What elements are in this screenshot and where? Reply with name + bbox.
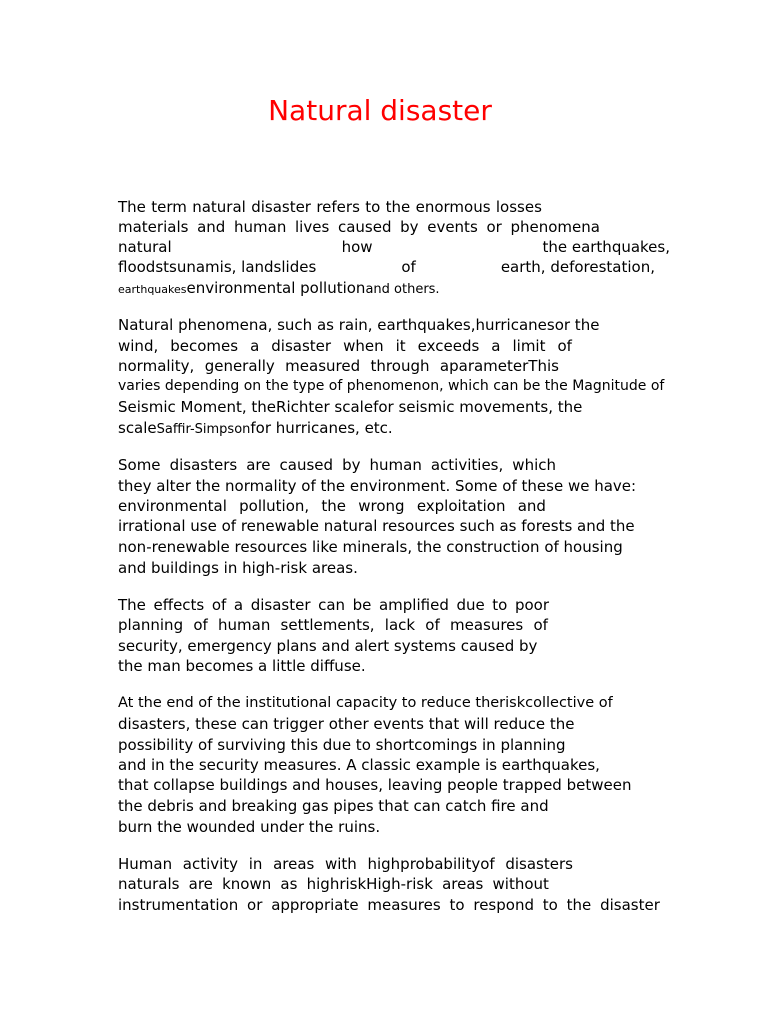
word: are: [188, 875, 213, 893]
text-line: [118, 336, 572, 356]
word: natural: [192, 198, 246, 216]
text-line: and in the security measures. A classic example is earthquakes,: [118, 756, 600, 774]
word: materials: [118, 218, 189, 236]
word: activities,: [430, 456, 504, 474]
text-part: of: [401, 258, 416, 276]
word: known: [222, 875, 272, 893]
word: by: [400, 218, 419, 236]
text-line: security, emergency plans and alert systems caused by: [118, 637, 538, 655]
text-line: [118, 278, 440, 298]
word: The: [118, 596, 146, 614]
text-line: [118, 595, 549, 615]
word: wind,: [118, 337, 159, 355]
word: poor: [514, 596, 549, 614]
text-line: they alter the normality of the environment. Some of these we have:: [118, 477, 637, 495]
word: Human: [118, 855, 173, 873]
text-line: [118, 237, 670, 257]
text-line: [118, 895, 660, 915]
text-part: Saffir-Simpson: [156, 422, 251, 437]
text-line: [118, 217, 600, 237]
word: highriskHigh-risk: [306, 875, 433, 893]
word: becomes: [170, 337, 239, 355]
word: through: [370, 357, 430, 375]
word: disasters: [169, 456, 238, 474]
text-line: and buildings in high-risk areas.: [118, 559, 358, 577]
text-part: environmental pollution: [186, 279, 366, 297]
word: of: [211, 596, 227, 614]
word: measures: [449, 616, 524, 634]
text-line: [118, 874, 549, 894]
word: term: [151, 198, 187, 216]
word: the: [321, 497, 347, 515]
word: be: [352, 596, 372, 614]
word: losses: [495, 198, 542, 216]
text-line: [118, 418, 393, 438]
word: exploitation: [416, 497, 506, 515]
word: in: [248, 855, 263, 873]
word: to: [542, 896, 558, 914]
word: human: [234, 218, 287, 236]
text-line: Natural phenomena, such as rain, earthquakes,hurricanesor the: [118, 316, 600, 334]
word: are: [246, 456, 271, 474]
word: pollution,: [239, 497, 310, 515]
word: the: [385, 198, 411, 216]
text-part: scale: [118, 419, 157, 437]
word: without: [492, 875, 549, 893]
word: when: [343, 337, 384, 355]
text-line: [118, 455, 556, 475]
word: planning: [118, 616, 184, 634]
word: appropriate: [271, 896, 359, 914]
text-line: [118, 356, 559, 376]
text-line: [118, 854, 573, 874]
word: the: [566, 896, 592, 914]
text-part: for hurricanes, etc.: [250, 419, 393, 437]
word: instrumentation: [118, 896, 239, 914]
word: activity: [182, 855, 239, 873]
word: with: [324, 855, 357, 873]
word: to: [449, 896, 465, 914]
word: of: [533, 616, 548, 634]
word: caused: [279, 456, 334, 474]
text-part: how: [341, 238, 373, 256]
word: areas: [442, 875, 484, 893]
word: disaster: [600, 896, 660, 914]
word: or: [247, 896, 263, 914]
word: to: [365, 198, 381, 216]
word: a: [233, 596, 244, 614]
text-line: irrational use of renewable natural resources such as forests and the: [118, 517, 635, 535]
word: disaster: [250, 596, 311, 614]
word: lives: [295, 218, 330, 236]
word: of: [193, 616, 208, 634]
word: or: [486, 218, 502, 236]
text-part: natural: [118, 238, 172, 256]
page-title: Natural disaster: [268, 94, 492, 127]
word: a: [491, 337, 501, 355]
text-line: [118, 257, 655, 277]
word: and: [197, 218, 226, 236]
word: disasters: [505, 855, 573, 873]
word: The: [118, 198, 146, 216]
word: enormous: [415, 198, 491, 216]
text-line: varies depending on the type of phenomenon, which can be the Magnitude of: [118, 378, 665, 394]
word: to: [492, 596, 508, 614]
text-line: non-renewable resources like minerals, the construction of housing: [118, 538, 623, 556]
text-line: [118, 197, 542, 217]
text-line: disasters, these can trigger other events that will reduce the: [118, 715, 575, 733]
text-part: the earthquakes,: [542, 238, 670, 256]
word: areas: [273, 855, 315, 873]
word: settlements,: [280, 616, 375, 634]
text-part: floodstsunamis, landslides: [118, 258, 317, 276]
word: caused: [337, 218, 392, 236]
text-part: earth, deforestation,: [500, 258, 655, 276]
word: human: [369, 456, 422, 474]
text-part: and others.: [365, 282, 440, 297]
word: of: [557, 337, 572, 355]
word: disaster: [251, 198, 311, 216]
word: lack: [384, 616, 416, 634]
word: refers: [316, 198, 360, 216]
word: effects: [153, 596, 205, 614]
word: phenomena: [510, 218, 600, 236]
word: events: [427, 218, 478, 236]
text-line: the man becomes a little diffuse.: [118, 657, 366, 675]
text-line: that collapse buildings and houses, leaving people trapped between: [118, 776, 632, 794]
text-part: earthquakes: [118, 283, 187, 296]
word: a: [250, 337, 260, 355]
word: respond: [473, 896, 534, 914]
word: highprobabilityof: [367, 855, 495, 873]
word: and: [517, 497, 546, 515]
word: can: [318, 596, 346, 614]
text-line: [118, 496, 546, 516]
text-line: At the end of the institutional capacity to reduce theriskcollective of: [118, 695, 613, 711]
word: Some: [118, 456, 161, 474]
word: exceeds: [417, 337, 480, 355]
word: limit: [512, 337, 546, 355]
word: amplified: [378, 596, 449, 614]
word: as: [280, 875, 298, 893]
text-line: [118, 615, 548, 635]
word: due: [456, 596, 485, 614]
word: measured: [285, 357, 361, 375]
word: measures: [367, 896, 441, 914]
word: of: [425, 616, 440, 634]
text-line: possibility of surviving this due to shortcomings in planning: [118, 736, 566, 754]
word: environmental: [118, 497, 227, 515]
word: naturals: [118, 875, 180, 893]
word: normality,: [118, 357, 195, 375]
word: human: [218, 616, 271, 634]
text-line: Seismic Moment, theRichter scalefor seismic movements, the: [118, 398, 583, 416]
word: it: [395, 337, 406, 355]
word: disaster: [271, 337, 332, 355]
word: by: [342, 456, 361, 474]
word: which: [512, 456, 556, 474]
text-line: the debris and breaking gas pipes that can catch fire and: [118, 797, 549, 815]
text-line: burn the wounded under the ruins.: [118, 818, 381, 836]
word: aparameterThis: [439, 357, 559, 375]
word: generally: [204, 357, 275, 375]
word: wrong: [358, 497, 405, 515]
